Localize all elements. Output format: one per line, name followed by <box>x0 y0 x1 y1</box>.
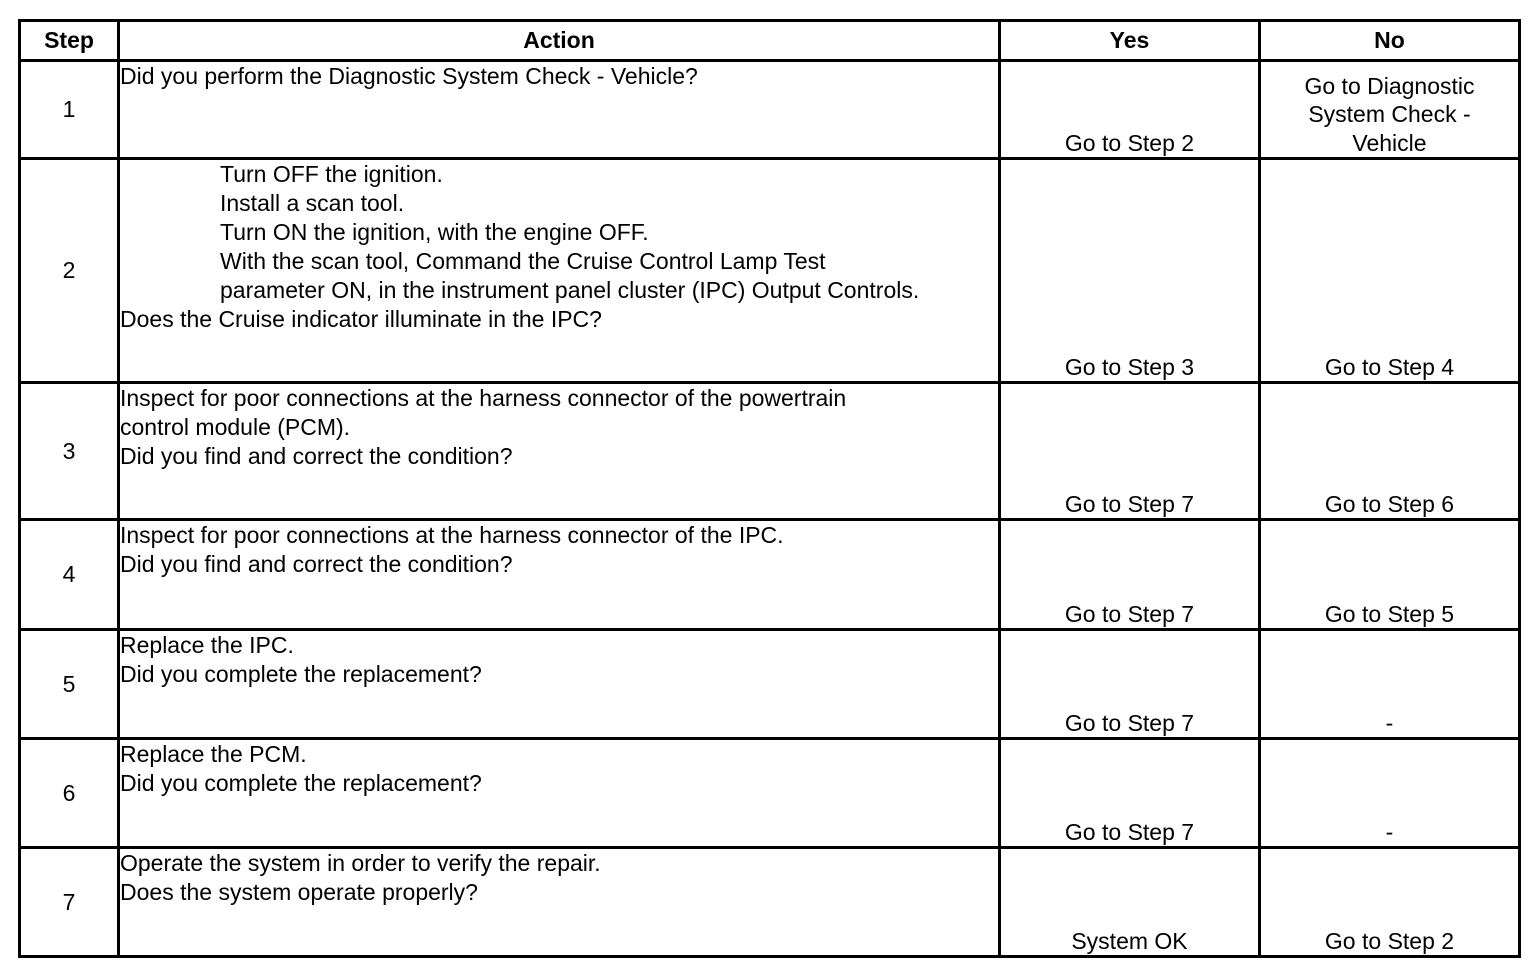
table-row <box>20 739 1520 848</box>
table-row <box>20 61 1520 159</box>
yes-result: Go to Step 7 <box>1000 630 1260 739</box>
no-result: - <box>1260 630 1520 739</box>
action-text: Replace the PCM. <box>120 741 307 767</box>
instruction-item: Turn ON the ignition, with the engine OFF. <box>220 219 649 245</box>
no-result-line: System Check - <box>1308 101 1471 127</box>
header-step: Step <box>20 21 119 61</box>
action-cell <box>119 848 1000 957</box>
action-cell <box>119 383 1000 520</box>
yes-result: Go to Step 2 <box>1000 61 1260 159</box>
header-row <box>20 21 1520 61</box>
step-number: 7 <box>20 848 119 957</box>
step-number: 1 <box>20 61 119 159</box>
action-question: Did you find and correct the condition? <box>120 551 513 577</box>
no-result: - <box>1260 739 1520 848</box>
instruction-item: parameter ON, in the instrument panel cluster (IPC) Output Controls. <box>220 277 920 303</box>
yes-result: Go to Step 7 <box>1000 383 1260 520</box>
action-cell <box>119 159 1000 383</box>
step-number: 2 <box>20 159 119 383</box>
table-row <box>20 520 1520 630</box>
instruction-item: Turn OFF the ignition. <box>220 161 443 187</box>
header-yes: Yes <box>1000 21 1260 61</box>
step-number: 6 <box>20 739 119 848</box>
yes-result: Go to Step 3 <box>1000 159 1260 383</box>
no-result-line: Vehicle <box>1352 129 1427 156</box>
action-cell <box>119 520 1000 630</box>
no-result: Go to Step 5 <box>1260 520 1520 630</box>
table-row <box>20 630 1520 739</box>
action-cell <box>119 739 1000 848</box>
no-result <box>1260 61 1520 159</box>
no-result: Go to Step 6 <box>1260 383 1520 520</box>
action-cell <box>119 61 1000 159</box>
no-result: Go to Step 2 <box>1260 848 1520 957</box>
yes-result: Go to Step 7 <box>1000 520 1260 630</box>
no-result-line: Go to Diagnostic <box>1304 72 1475 99</box>
action-text: Replace the IPC. <box>120 632 294 658</box>
action-text <box>120 384 998 442</box>
instruction-item: Install a scan tool. <box>220 190 405 216</box>
action-question: Did you complete the replacement? <box>120 770 482 796</box>
step-number: 3 <box>20 383 119 520</box>
instruction-item: With the scan tool, Command the Cruise Control Lamp Test <box>220 248 826 274</box>
action-question: Does the system operate properly? <box>120 879 478 905</box>
action-text: Did you perform the Diagnostic System Check - Vehicle? <box>120 63 698 89</box>
header-no: No <box>1260 21 1520 61</box>
step-number: 4 <box>20 520 119 630</box>
action-text: Inspect for poor connections at the harness connector of the IPC. <box>120 522 784 548</box>
no-result: Go to Step 4 <box>1260 159 1520 383</box>
diagnostic-table <box>18 19 1521 958</box>
step-number: 5 <box>20 630 119 739</box>
yes-result: Go to Step 7 <box>1000 739 1260 848</box>
action-question: Does the Cruise indicator illuminate in the IPC? <box>120 306 602 332</box>
action-text-line: control module (PCM). <box>120 414 351 440</box>
action-question: Did you complete the replacement? <box>120 661 482 687</box>
table-row <box>20 383 1520 520</box>
instruction-list <box>120 160 998 305</box>
table-row <box>20 848 1520 957</box>
table-row <box>20 159 1520 383</box>
action-text: Operate the system in order to verify the repair. <box>120 850 601 876</box>
action-cell <box>119 630 1000 739</box>
header-action: Action <box>119 21 1000 61</box>
action-text-line: Inspect for poor connections at the harness connector of the powertrain <box>120 385 847 411</box>
yes-result: System OK <box>1000 848 1260 957</box>
action-question: Did you find and correct the condition? <box>120 443 513 469</box>
